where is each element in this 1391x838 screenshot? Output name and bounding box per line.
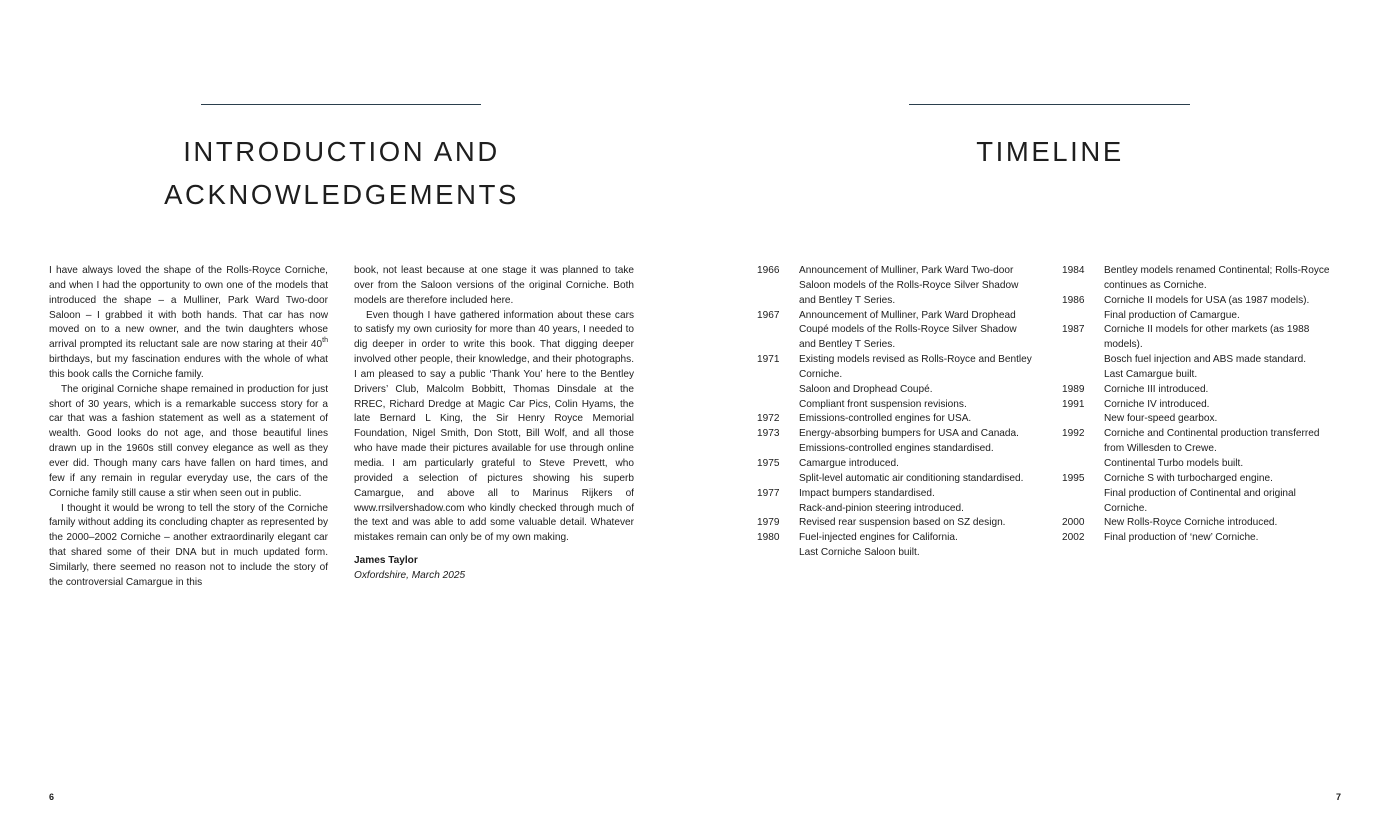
timeline-event-line: and Bentley T Series. bbox=[799, 339, 896, 351]
timeline-event-line: Corniche IV introduced. bbox=[1104, 398, 1210, 410]
left-title-rule bbox=[201, 104, 481, 105]
timeline-event bbox=[1104, 398, 1352, 428]
timeline-year: 1966 bbox=[757, 265, 780, 276]
title-line: INTRODUCTION AND bbox=[183, 136, 500, 167]
timeline-event bbox=[799, 531, 1047, 561]
timeline-entry bbox=[1062, 398, 1352, 428]
timeline-event-line: Emissions-controlled engines standardised. bbox=[799, 443, 994, 455]
timeline-year: 1967 bbox=[757, 309, 780, 321]
timeline-year bbox=[757, 398, 799, 413]
intro-paragraph: book, not least because at one stage it was planned to take over from the Saloon versions of the original Corniche. Both models are therefore included here. bbox=[354, 265, 634, 306]
timeline-event-line: Corniche S with turbocharged engine. bbox=[1104, 472, 1273, 484]
timeline-entry bbox=[757, 531, 1047, 561]
left-page-title bbox=[100, 130, 583, 216]
timeline-event-line: continues as Corniche. bbox=[1104, 279, 1207, 291]
page-number-left: 6 bbox=[49, 792, 55, 802]
timeline-event-line: Coupé models of the Rolls-Royce Silver Shadow bbox=[799, 324, 1017, 336]
timeline-event-line: Existing models revised as Rolls-Royce and Bentley bbox=[799, 354, 1032, 366]
timeline-event bbox=[799, 412, 1047, 427]
timeline-year: 1992 bbox=[1062, 428, 1085, 440]
timeline-year: 1991 bbox=[1062, 398, 1085, 410]
timeline-event bbox=[799, 309, 1047, 354]
timeline-event bbox=[799, 487, 1047, 517]
timeline-column-1 bbox=[757, 264, 1047, 561]
intro-column-1 bbox=[49, 264, 328, 591]
timeline-event bbox=[799, 264, 1047, 309]
timeline-event-line: Camargue introduced. bbox=[799, 457, 899, 469]
timeline-event bbox=[1104, 383, 1352, 398]
page-number-right: 7 bbox=[1336, 792, 1342, 802]
timeline-entry bbox=[1062, 427, 1352, 472]
timeline-event-line: New four-speed gearbox. bbox=[1104, 413, 1218, 425]
timeline-entry bbox=[757, 264, 1047, 309]
timeline-year: 1975 bbox=[757, 457, 780, 469]
timeline-entry bbox=[1062, 264, 1352, 294]
timeline-entry bbox=[757, 398, 1047, 413]
timeline-event-line: Split-level automatic air conditioning standardised. bbox=[799, 472, 1024, 484]
intro-paragraph: Even though I have gathered information about these cars to satisfy my own curiosity for more than 40 years, I needed to dig deeper in order to write this book. That digging deeper involved other people, their knowledge, and their photographs. I am pleased to say a public ‘Thank You’ here to the Bentley Drivers’ Club, Malcolm Bobbitt, Thomas Dinsdale at the RREC, Richard Dredge at Magic Car Pics, Colin Hyams, the late Bernard L King, the Sir Henry Royce Memorial Foundation, Nigel Smith, Don Stott, Bill Wolf, and all those who have made their pictures available for use through online media. I am particularly grateful to Steve Prevett, who provided a selection of pictures showing his superb Camargue, and above all to Marinus Rijkers of www.rrsilvershadow.com who kindly checked through much of the text and was able to add some valuable detail. Whatever mistakes remain can only be of my own making. bbox=[354, 309, 634, 544]
intro-paragraph: I thought it would be wrong to tell the story of the Corniche family without adding its concluding chapter as represented by the 2000–2002 Corniche – another extraordinarily elegant car that shared some of their DNA but in much updated form. Similarly, there seemed no reason not to include the story of the controversial Camargue in this bbox=[49, 502, 328, 588]
timeline-event-line: Rack-and-pinion steering introduced. bbox=[799, 502, 964, 514]
timeline-event-line: Announcement of Mulliner, Park Ward Drophead bbox=[799, 309, 1016, 321]
timeline-event-line: Last Corniche Saloon built. bbox=[799, 547, 920, 559]
timeline-entry bbox=[757, 487, 1047, 517]
timeline-event-line: Corniche and Continental production transferred bbox=[1104, 428, 1320, 440]
timeline-year: 1972 bbox=[757, 413, 780, 425]
timeline-event-line: Saloon models of the Rolls-Royce Silver Shadow bbox=[799, 279, 1019, 291]
timeline-entry bbox=[757, 412, 1047, 427]
timeline-event bbox=[799, 353, 1047, 383]
timeline-event-line: Revised rear suspension based on SZ design. bbox=[799, 517, 1006, 529]
timeline-entry bbox=[757, 353, 1047, 383]
timeline-event-line: Final production of ‘new’ Corniche. bbox=[1104, 532, 1259, 544]
timeline-entry bbox=[757, 383, 1047, 398]
timeline-entry bbox=[757, 427, 1047, 457]
intro-paragraph: The original Corniche shape remained in production for just short of 30 years, which is a remarkable success story for a car that was a fashion statement as well as a statement of wealth. Good looks do not age, and those beautiful lines drawn up in the 1960s still convey elegance as well as they ever did. Though many cars have fallen on hard times, and few if any remain in regular everyday use, the cars of the Corniche family still cause a stir when seen out in public. bbox=[49, 383, 328, 499]
timeline-event-line: Energy-absorbing bumpers for USA and Canada. bbox=[799, 428, 1019, 440]
timeline-year: 1984 bbox=[1062, 265, 1085, 276]
timeline-year: 1989 bbox=[1062, 383, 1085, 395]
timeline-event-line: and Bentley T Series. bbox=[799, 294, 896, 306]
timeline-year bbox=[757, 383, 799, 398]
timeline-event bbox=[1104, 472, 1352, 517]
timeline-event bbox=[1104, 323, 1352, 382]
timeline-event-line: models). bbox=[1104, 339, 1143, 351]
timeline-event-line: Continental Turbo models built. bbox=[1104, 457, 1244, 469]
intro-paragraph: I have always loved the shape of the Rolls-Royce Corniche, and when I had the opportunity to own one of the models that introduced the shape – a Mulliner, Park Ward Two-door Saloon – I grabbed it with both hands. That car has now moved on to a new owner, and the twin daughters whose arrival prompted its reluctant sale are now staring at their 40th birthdays, but my fascination endures with the whole of what this book calls the Corniche family. bbox=[49, 265, 328, 380]
timeline-event-line: Compliant front suspension revisions. bbox=[799, 398, 967, 410]
timeline-entry bbox=[1062, 294, 1352, 324]
timeline-year: 1987 bbox=[1062, 324, 1085, 336]
timeline-entry bbox=[757, 516, 1047, 531]
timeline-event-line: Fuel-injected engines for California. bbox=[799, 532, 958, 544]
author-place-date: Oxfordshire, March 2025 bbox=[354, 569, 466, 581]
title-line: ACKNOWLEDGEMENTS bbox=[164, 179, 519, 210]
timeline-column-2 bbox=[1062, 264, 1352, 546]
right-title-rule bbox=[909, 104, 1190, 105]
timeline-year: 1986 bbox=[1062, 294, 1085, 306]
timeline-event bbox=[799, 427, 1047, 457]
timeline-event-line: from Willesden to Crewe. bbox=[1104, 443, 1217, 455]
timeline-entry bbox=[757, 457, 1047, 487]
timeline-event-line: New Rolls-Royce Corniche introduced. bbox=[1104, 517, 1278, 529]
intro-column-2 bbox=[354, 264, 634, 584]
timeline-event-line: Corniche. bbox=[1104, 502, 1148, 514]
timeline-event-line: Saloon and Drophead Coupé. bbox=[799, 383, 933, 395]
timeline-entry bbox=[757, 309, 1047, 354]
timeline-event-line: Impact bumpers standardised. bbox=[799, 487, 935, 499]
timeline-event-line: Bosch fuel injection and ABS made standard. bbox=[1104, 354, 1307, 366]
timeline-entry bbox=[1062, 472, 1352, 517]
timeline-event bbox=[799, 516, 1047, 531]
timeline-event bbox=[1104, 531, 1352, 546]
timeline-entry bbox=[1062, 383, 1352, 398]
timeline-event bbox=[799, 383, 1047, 398]
timeline-year: 1995 bbox=[1062, 472, 1085, 484]
timeline-event bbox=[799, 398, 1047, 413]
timeline-event bbox=[1104, 294, 1352, 324]
timeline-event-line: Bentley models renamed Continental; Rolls-Royce bbox=[1104, 265, 1330, 276]
timeline-event-line: Corniche II models for USA (as 1987 models). bbox=[1104, 294, 1310, 306]
timeline-year: 1977 bbox=[757, 487, 780, 499]
timeline-event-line: Corniche III introduced. bbox=[1104, 383, 1209, 395]
timeline-event-line: Last Camargue built. bbox=[1104, 368, 1198, 380]
timeline-event bbox=[1104, 427, 1352, 472]
timeline-year: 2000 bbox=[1062, 517, 1085, 529]
timeline-event-line: Emissions-controlled engines for USA. bbox=[799, 413, 972, 425]
timeline-event-line: Final production of Continental and original bbox=[1104, 487, 1296, 499]
timeline-entry bbox=[1062, 323, 1352, 382]
timeline-event-line: Announcement of Mulliner, Park Ward Two-door bbox=[799, 265, 1014, 276]
timeline-year: 1973 bbox=[757, 428, 780, 440]
timeline-event-line: Corniche II models for other markets (as 1988 bbox=[1104, 324, 1310, 336]
timeline-year: 1980 bbox=[757, 532, 780, 544]
timeline-event-line: Corniche. bbox=[799, 368, 843, 380]
timeline-event bbox=[1104, 264, 1352, 294]
right-page-title: TIMELINE bbox=[976, 136, 1124, 167]
timeline-year: 1979 bbox=[757, 517, 780, 529]
timeline-entry bbox=[1062, 516, 1352, 531]
timeline-entry bbox=[1062, 531, 1352, 546]
author-name: James Taylor bbox=[354, 555, 418, 567]
timeline-year: 1971 bbox=[757, 354, 780, 366]
timeline-event bbox=[799, 457, 1047, 487]
timeline-event-line: Final production of Camargue. bbox=[1104, 309, 1240, 321]
timeline-year: 2002 bbox=[1062, 532, 1085, 544]
timeline-event bbox=[1104, 516, 1352, 531]
